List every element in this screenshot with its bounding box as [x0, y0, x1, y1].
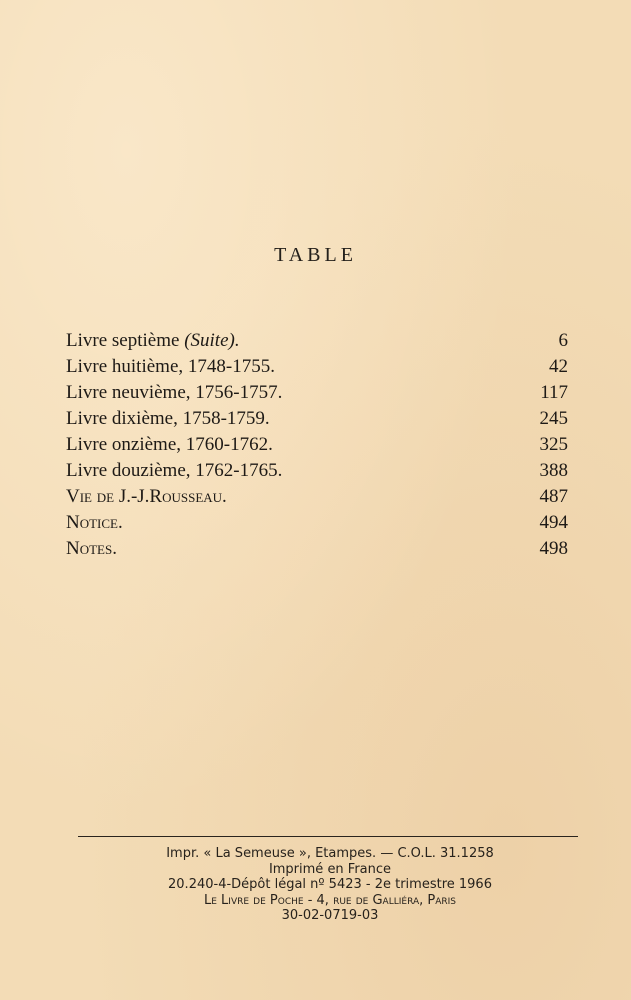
toc-entry-page: 498	[539, 538, 568, 559]
colophon-divider	[78, 836, 578, 837]
toc-entry	[66, 380, 568, 406]
toc-entry	[66, 458, 568, 484]
toc-entry-label: Notice.	[66, 512, 123, 533]
toc-entry-label: Livre douzième, 1762-1765.	[66, 460, 283, 481]
page-title: TABLE	[274, 244, 357, 266]
colophon-printed-in-line: Imprimé en France	[268, 861, 392, 877]
toc-entry-page: 42	[549, 356, 568, 377]
toc-entry	[66, 354, 568, 380]
toc-entry	[66, 484, 568, 510]
toc-entry-page: 6	[558, 330, 568, 351]
toc-entry-label: Livre neuvième, 1756-1757.	[66, 382, 283, 403]
toc-entry-page: 117	[540, 382, 568, 403]
toc-entry	[66, 510, 568, 536]
toc-entry	[66, 536, 568, 562]
toc-entry-page: 325	[539, 434, 568, 455]
toc-entry-page: 245	[539, 408, 568, 429]
colophon	[110, 846, 550, 924]
toc-entry-label: Livre huitième, 1748-1755.	[66, 356, 275, 377]
toc-entry-page: 388	[539, 460, 568, 481]
colophon-reference-line: 30-02-0719-03	[281, 908, 379, 923]
toc-entry-label: Livre septième (Suite).	[66, 330, 240, 351]
toc-entry	[66, 328, 568, 354]
table-of-contents	[66, 328, 568, 562]
colophon-publisher-line: Le Livre de Poche - 4, rue de Galliéra, Paris	[203, 892, 457, 908]
toc-entry	[66, 406, 568, 432]
toc-entry-label: Livre onzième, 1760-1762.	[66, 434, 273, 455]
toc-entry-label: Notes.	[66, 538, 117, 559]
toc-entry-page: 494	[539, 512, 568, 533]
colophon-printer-line: Impr. « La Semeuse », Etampes. — C.O.L. 31.1258	[166, 846, 494, 861]
toc-entry	[66, 432, 568, 458]
colophon-legal-deposit-line: 20.240-4-Dépôt légal nº 5423 - 2e trimestre 1966	[168, 877, 492, 892]
toc-entry-page: 487	[539, 486, 568, 507]
toc-entry-label-italic: (Suite).	[184, 330, 240, 351]
toc-entry-label: Vie de J.-J.Rousseau.	[66, 486, 227, 507]
toc-entry-label: Livre dixième, 1758-1759.	[66, 408, 270, 429]
